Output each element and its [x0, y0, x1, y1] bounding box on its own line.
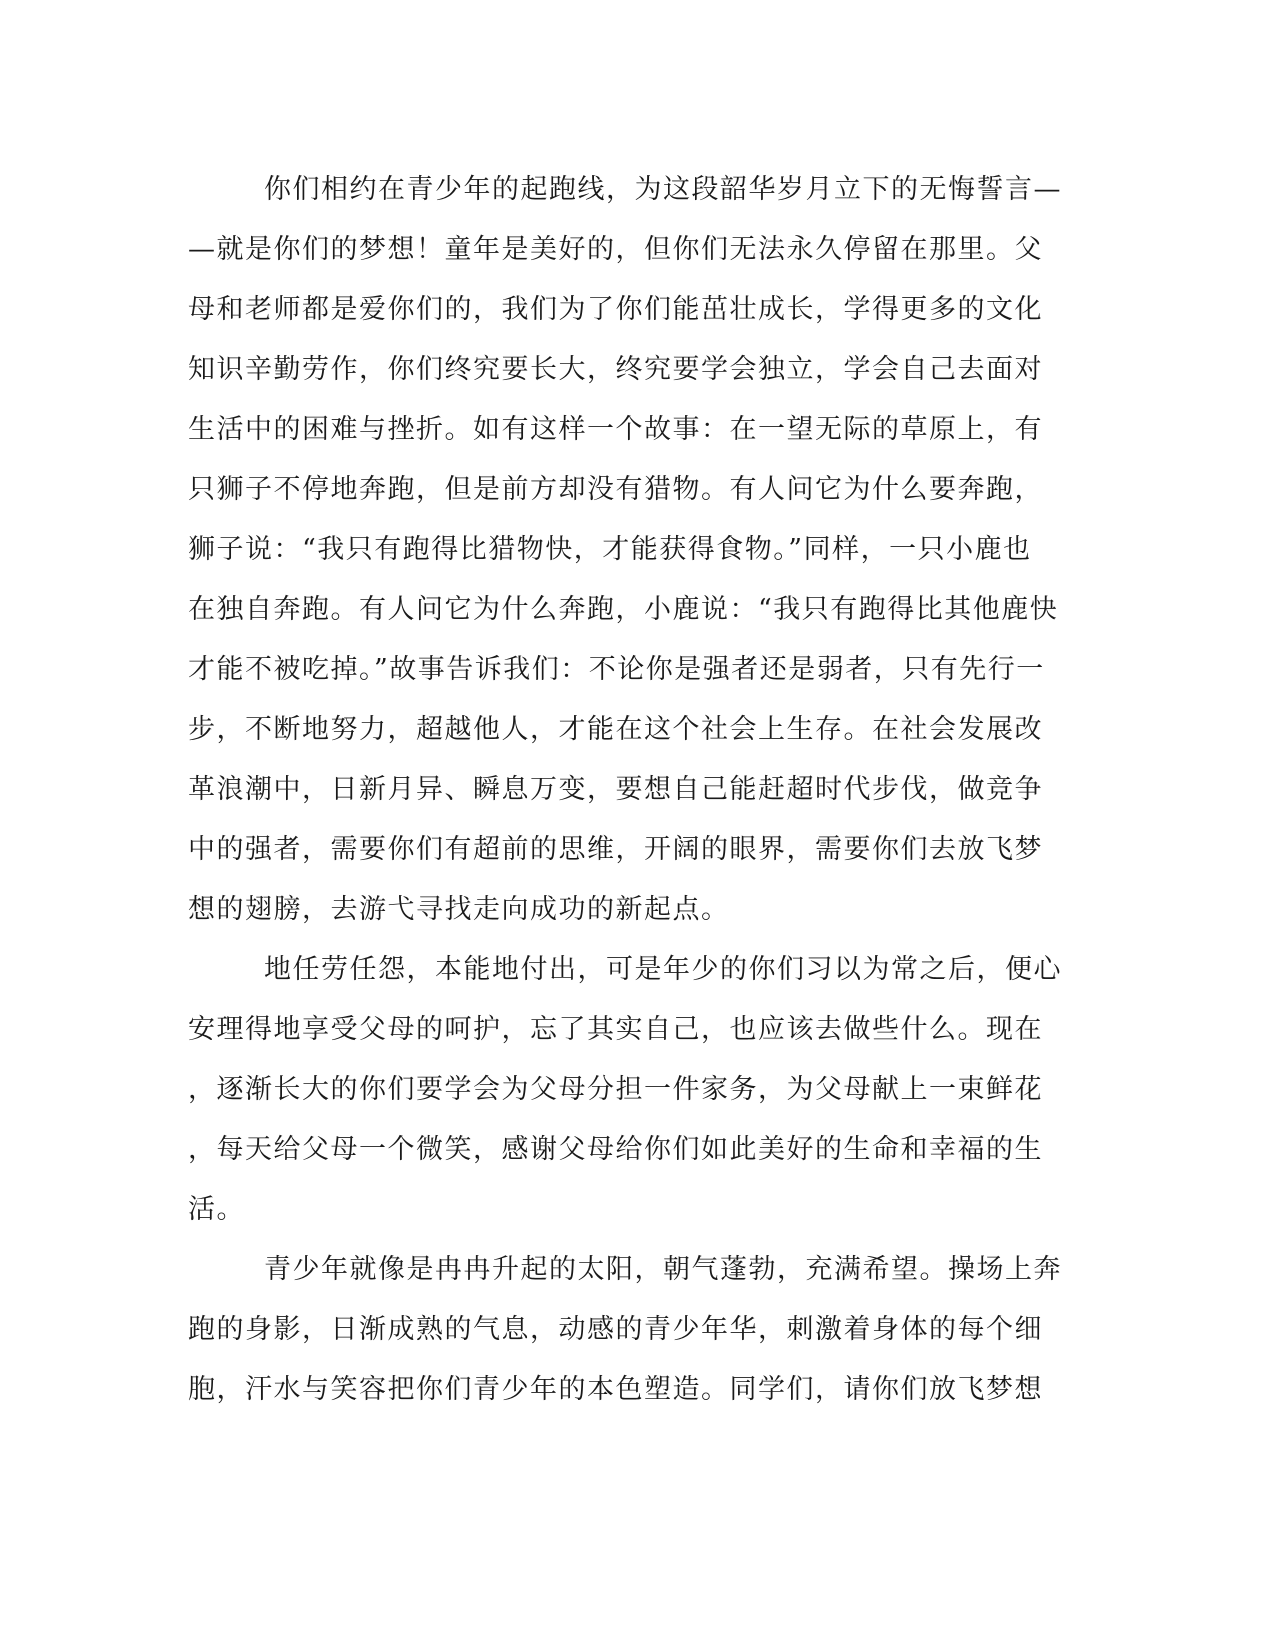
text-line: 安理得地享受父母的呵护，忘了其实自己，也应该去做些什么。现在	[188, 1014, 1043, 1045]
text-line: 跑的身影，日渐成熟的气息，动感的青少年华，刺激着身体的每个细	[188, 1314, 1043, 1345]
text-line: 狮子说：“我只有跑得比猎物快，才能获得食物。”同样，一只小鹿也	[188, 534, 1032, 565]
text-line: 知识辛勤劳作，你们终究要长大，终究要学会独立，学会自己去面对	[188, 354, 1043, 385]
text-line: 胞，汗水与笑容把你们青少年的本色塑造。同学们，请你们放飞梦想	[188, 1374, 1043, 1405]
text-line: 青少年就像是冉冉升起的太阳，朝气蓬勃，充满希望。操场上奔	[264, 1254, 1062, 1285]
text-line: ，逐渐长大的你们要学会为父母分担一件家务，为父母献上一束鲜花	[188, 1074, 1043, 1105]
text-line: 活。	[188, 1194, 245, 1225]
text-line: 革浪潮中，日新月异、瞬息万变，要想自己能赶超时代步伐，做竞争	[188, 774, 1043, 805]
text-line: 母和老师都是爱你们的，我们为了你们能茁壮成长，学得更多的文化	[188, 294, 1043, 325]
text-line: 你们相约在青少年的起跑线，为这段韶华岁月立下的无悔誓言—	[264, 174, 1062, 205]
text-line: 在独自奔跑。有人问它为什么奔跑，小鹿说：“我只有跑得比其他鹿快	[188, 594, 1059, 625]
text-line: 想的翅膀，去游弋寻找走向成功的新起点。	[188, 894, 730, 925]
text-line: ，每天给父母一个微笑，感谢父母给你们如此美好的生命和幸福的生	[188, 1134, 1043, 1165]
paragraph-2	[188, 940, 1088, 1240]
text-line: —就是你们的梦想！童年是美好的，但你们无法永久停留在那里。父	[188, 234, 1043, 265]
text-line: 步，不断地努力，超越他人，才能在这个社会上生存。在社会发展改	[188, 714, 1043, 745]
text-line: 只狮子不停地奔跑，但是前方却没有猎物。有人问它为什么要奔跑，	[188, 474, 1043, 505]
text-line: 地任劳任怨，本能地付出，可是年少的你们习以为常之后，便心	[264, 954, 1062, 985]
paragraph-1	[188, 160, 1088, 940]
body-text	[188, 160, 1088, 1420]
paragraph-3	[188, 1240, 1088, 1420]
text-line: 生活中的困难与挫折。如有这样一个故事：在一望无际的草原上，有	[188, 414, 1043, 445]
text-line: 中的强者，需要你们有超前的思维，开阔的眼界，需要你们去放飞梦	[188, 834, 1043, 865]
text-line: 才能不被吃掉。”故事告诉我们：不论你是强者还是弱者，只有先行一	[188, 654, 1045, 685]
